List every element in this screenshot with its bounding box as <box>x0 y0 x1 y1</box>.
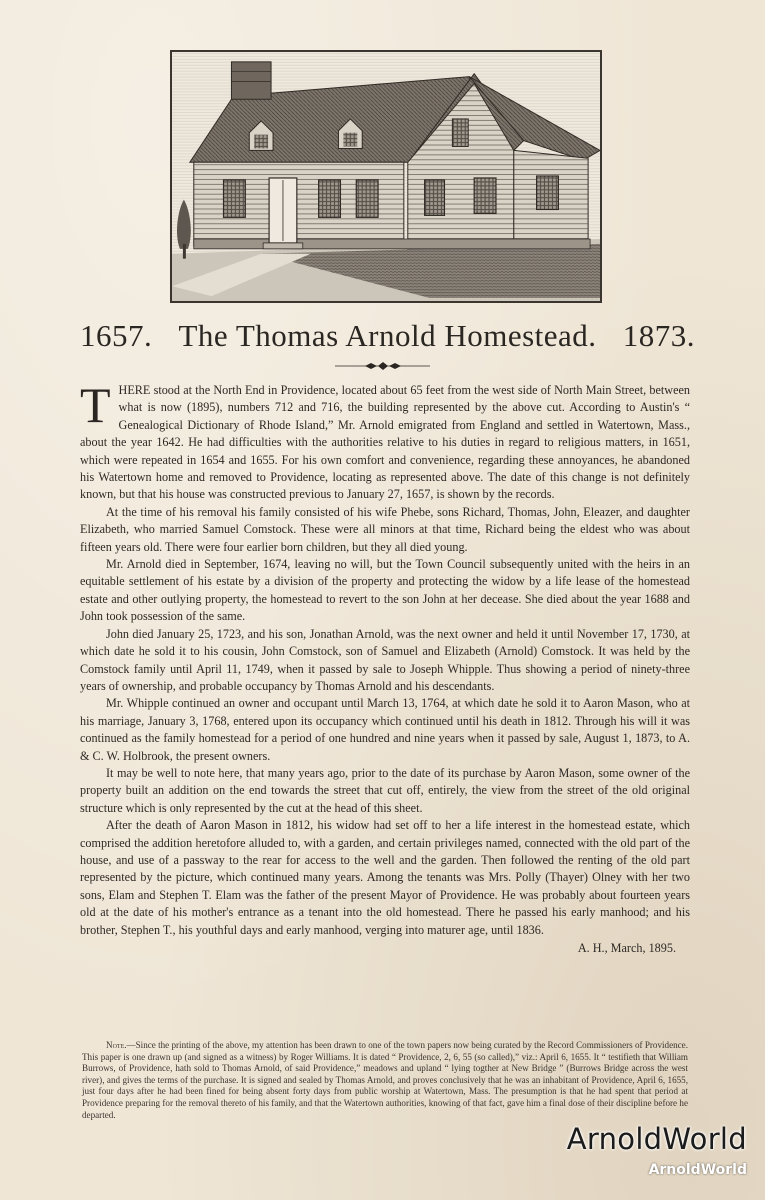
title-ornament <box>335 360 430 372</box>
house-engraving <box>172 52 600 301</box>
article-body <box>80 377 690 957</box>
article-paragraph: It may be well to note here, that many years ago, prior to the date of its purchase by Aaron Mason, some owner of the property built an addition on the end towards the street that cut off, entirely, the view from the street of the old original structure which is only represented by the cut at the head of this sheet. <box>80 765 690 815</box>
footnote <box>82 1040 688 1121</box>
watermark <box>567 1122 747 1178</box>
article-paragraph: Mr. Arnold died in September, 1674, leaving no will, but the Town Council subsequently united with the heirs in an equitable settlement of his estate by a division of the property and protecting the widow by a life lease of the homestead estate and other outlying property, the homestead to revert to the son John at her decease. She died about the year 1688 and John took possession of the same. <box>80 557 690 624</box>
title-year-start: 1657. <box>80 318 153 353</box>
title-text: The Thomas Arnold Homestead. <box>178 318 597 353</box>
page-title <box>80 318 695 354</box>
article-paragraph: THERE stood at the North End in Providence, located about 65 feet from the west side of North Main Street, between what is now (1895), numbers 712 and 716, the building represented by the above cut. According to Austin's “ Genealogical Dictionary of Rhode Island,” Mr. Arnold emigrated from England and settled in Watertown, Mass., about the year 1642. He had difficulties with the authorities relative to his duties in regard to religious matters, in 1651, which were repeated in 1654 and 1655. For his own comfort and convenience, regarding these annoyances, he abandoned his Watertown home and removed to Providence, locating as represented above. The date of this change is not definitely known, but that his house was constructed previous to January 27, 1657, is shown by the records. <box>80 377 690 502</box>
footnote-text: —Since the printing of the above, my attention has been drawn to one of the town papers now being curated by the Record Commissioners of Providence. This paper is one drawn up (and signed as a witness) by Roger Williams. It is dated “ Providence, 2, 6, 55 (so called),” viz.: April 6, 1655. It “ testifieth that William Burrows, of Providence, hath sold to Thomas Arnold, of said Providence,” meadows and upland “ lying togther at New Bridge ” (Burrows Bridge across the west river), and gives the terms of the purchase. It is signed and sealed by Thomas Arnold, and proves conclusively that he was an inhabitant of Providence, April 6, 1655, just four days after he had been fined for being absent forty days from public worship at Watertown, Mass. The presumption is that he had spent that period at Providence preparing for the removal thereto of his family, and that the Watertown authorities, knowing of that fact, gave him a final dose of their discipline before he departed. <box>82 1040 688 1120</box>
article-paragraph: Mr. Whipple continued an owner and occupant until March 13, 1764, at which date he sold it to Aaron Mason, who at his marriage, January 3, 1768, entered upon its occupancy which continued until his death in 1812. Through his will it was continued as the family homestead for a period of one hundred and nine years when it passed by sale, August 1, 1873, to A. & C. W. Holbrook, the present owners. <box>80 696 690 763</box>
drop-cap: T <box>80 377 111 433</box>
article-paragraph: After the death of Aaron Mason in 1812, his widow had set off to her a life interest in the homestead estate, which comprised the addition heretofore alluded to, with a garden, and certain privileges named, connected with the old part of the house, and use of a passway to the rear for access to the well and the garden. Then followed the renting of the old part represented by the picture, which continued many years. Among the tenants was Mrs. Polly (Thayer) Olney with her two sons, Elam and Stephen T. Elam was the father of the present Mayor of Providence. He was probably about fourteen years old at the date of his mother's entrance as a tenant into the old homestead. There he passed his early manhood; and his brother, Stephen T., his youthful days and early manhood, verging into maturer age, until 1836. <box>80 818 690 937</box>
article-signature: A. H., March, 1895. <box>577 941 676 955</box>
title-year-end: 1873. <box>622 318 695 353</box>
article-paragraph: John died January 25, 1723, and his son, Jonathan Arnold, was the next owner and held it until November 17, 1730, at which date he sold it to his cousin, John Comstock, son of Samuel and Elizabeth (Arnold) Comstock. It was held by the Comstock family until April 11, 1749, when it passed by sale to Joseph Whipple. Thus showing a period of ninety-three years of ownership, and probable occupancy by Thomas Arnold and his descendants. <box>80 626 690 693</box>
homestead-illustration <box>170 50 602 303</box>
article-paragraph: At the time of his removal his family consisted of his wife Phebe, sons Richard, Thomas, John, Eleazer, and daughter Elizabeth, who married Samuel Comstock. These were all minors at that time, Richard being the eldest who was about fifteen years old. There were four earlier born children, but they all died young. <box>80 504 690 554</box>
watermark-subtext: ArnoldWorld <box>648 1162 747 1178</box>
footnote-label: Note. <box>106 1040 127 1050</box>
watermark-logo: ArnoldWorld <box>566 1122 747 1156</box>
